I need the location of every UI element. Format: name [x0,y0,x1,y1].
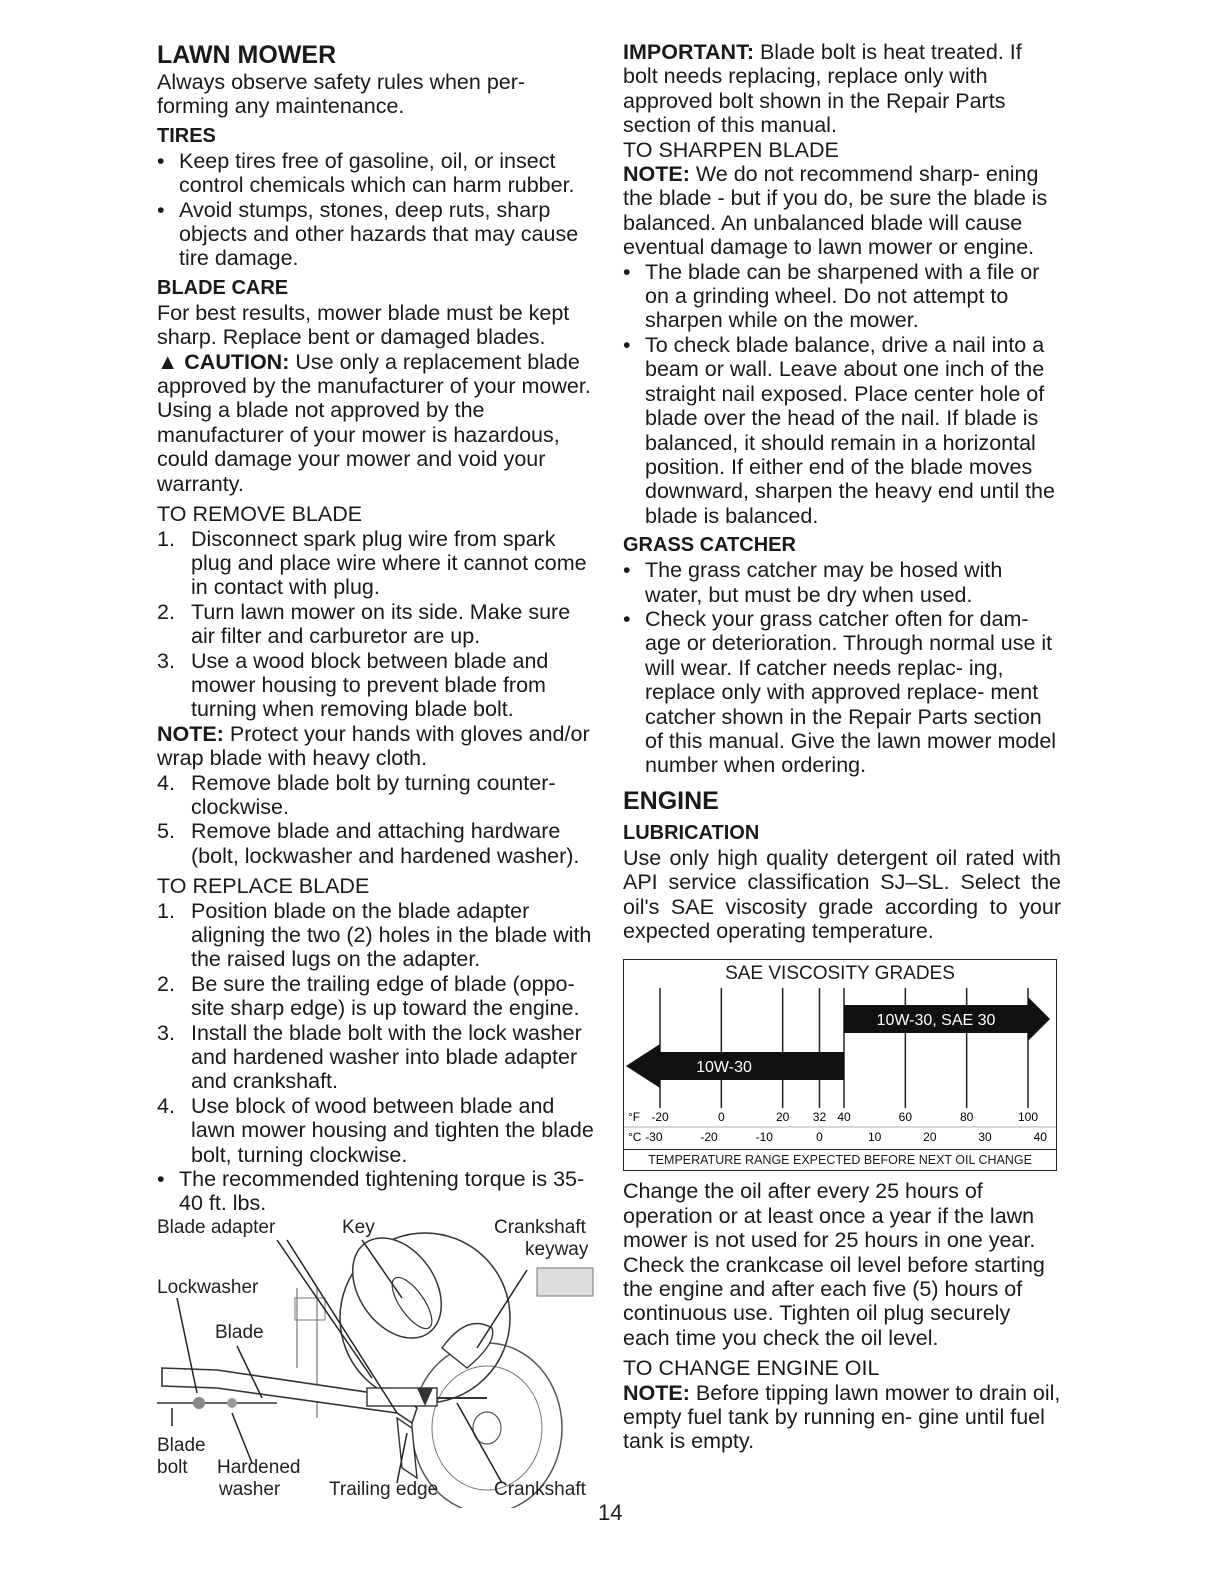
tick-label-f: 60 [898,1110,913,1125]
label-hardened-1: Hardened [217,1456,301,1478]
heading-grass-catcher: GRASS CATCHER [623,534,796,557]
viscosity-plot [624,960,1056,1150]
heading-change-oil: TO CHANGE ENGINE OIL [623,1356,880,1381]
list-item: 3. Install the blade bolt with the lock washer and hardened washer into blade adapter and crankshaft. [157,1020,582,1094]
lubrication-text: Use only high quality detergent oil rated with API service classification SJ–SL. Select the oil's SAE viscosity grade according to your expected operating temperature. [623,845,1061,943]
caution-text: Use only a replacement blade approved by the manufacturer of your mower. Using a blade not approved by the manufacturer of your mower is hazardous, could damage your mower and void your warranty. [157,349,591,496]
section-title-lawn-mower: LAWN MOWER [157,41,337,69]
list-item: • Avoid stumps, stones, deep ruts, sharp objects and other hazards that may cause tire damage. [157,197,579,271]
torque-list [157,1167,595,1216]
label-blade: Blade [215,1321,264,1343]
label-blade-adapter: Blade adapter [157,1216,276,1238]
tick-label-f: 0 [717,1110,725,1125]
list-item: 1. Disconnect spark plug wire from spark plug and place wire where it cannot come in contact with plug. [157,526,587,600]
list-item: 1. Position blade on the blade adapter aligning the two (2) holes in the blade with the raised lugs on the adapter. [157,898,592,972]
heading-lubrication: LUBRICATION [623,821,760,844]
tick-label-c: -20 [700,1130,718,1145]
page-number: 14 [598,1500,623,1525]
tick-label-c: -10 [755,1130,773,1145]
heading-tires: TIRES [157,124,216,147]
list-item: 4. Use block of wood between blade and lawn mower housing and tighten the blade bolt, turning clockwise. [157,1093,594,1167]
grass-list [623,558,1061,778]
heading-remove-blade: TO REMOVE BLADE [157,502,363,527]
remove-steps-b [157,771,595,869]
viscosity-chart [623,959,1057,1171]
tick-label-c: 10 [867,1130,882,1145]
tick-label-f: 20 [775,1110,790,1125]
list-item: 2. Be sure the trailing edge of blade (oppo- site sharp edge) is up toward the engine. [157,971,580,1021]
list-item: 5. Remove blade and attaching hardware (bolt, lockwasher and hardened washer). [157,819,580,868]
celsius-label: °C [628,1130,642,1145]
tick-label-f: 32 [812,1110,827,1125]
heading-sharpen-blade: TO SHARPEN BLADE [623,137,839,162]
heading-replace-blade: TO REPLACE BLADE [157,874,370,899]
left-column [157,40,595,1508]
tick-label-c: 30 [978,1130,992,1145]
list-item: • Check your grass catcher often for dam- age or deterioration. Through normal use it will wear. If catcher needs replac- ing, replace only with approved replace- ment catcher shown in the Repair Parts section of this manual. Give the lawn mower model number when ordering. [623,606,1057,778]
label-lockwasher: Lockwasher [157,1276,259,1298]
change-text-1: Change the oil after every 25 hours of operation or at least once a year if the lawn mower is not used for 25 hours in one year. [623,1179,1036,1253]
series-label: 10W-30 [696,1059,752,1077]
list-item: 3. Use a wood block between blade and mower housing to prevent blade from turning when removing blade bolt. [157,648,549,722]
tick-label-c: 20 [923,1130,937,1145]
chart-footer: TEMPERATURE RANGE EXPECTED BEFORE NEXT OIL CHANGE [624,1149,1056,1170]
list-item: • To check blade balance, drive a nail into a beam or wall. Leave about one inch of the straight nail exposed. Place center hole of blade over the head of the nail. If blade is balanced, it should remain in a horizontal position. If either end of the blade moves downward, sharpen the heavy end until the blade is balanced. [623,332,1055,528]
list-item: • The recommended tightening torque is 35-40 ft. lbs. [157,1167,585,1216]
fahrenheit-label: °F [628,1110,641,1125]
tick-label-f: 100 [1017,1110,1039,1125]
blade-assembly-figure [157,1218,595,1508]
important-paragraph: IMPORTANT: Blade bolt is heat treated. If bolt needs replacing, replace only with approved bolt shown in the Repair Parts section of this manual. [623,40,1022,138]
tick-label-c: 0 [816,1130,823,1145]
tick-label-c: 40 [1033,1130,1047,1145]
list-item: • Keep tires free of gasoline, oil, or insect control chemicals which can harm rubber. [157,148,575,198]
tick-label-c: -30 [645,1130,663,1145]
list-item: 4. Remove blade bolt by turning counter- clockwise. [157,770,556,819]
tick-label-f: 40 [837,1110,851,1125]
caution-label: CAUTION: [184,349,290,374]
label-hardened-2: washer [219,1478,281,1500]
label-crankshaft-keyway-2: keyway [525,1238,589,1260]
tick-label-f: 80 [959,1110,974,1125]
tick-label-f: -20 [651,1110,669,1125]
sharpen-note: NOTE: We do not recommend sharp- ening the blade - but if you do, be sure the blade is balanced. An unbalanced blade will cause eventual damage to lawn mower or engine. [623,162,1048,260]
label-crankshaft-keyway-1: Crankshaft [494,1216,586,1238]
remove-steps-a [157,527,595,722]
caution-paragraph [157,350,595,496]
label-key: Key [342,1216,375,1238]
list-item: 2. Turn lawn mower on its side. Make sure air filter and carburetor are up. [157,599,571,649]
list-item: • The grass catcher may be hosed with water, but must be dry when used. [623,558,1003,607]
change-text-2: Check the crankcase oil level before starting the engine and after each five (5) hours of continuous use. Tighten oil plug securely each time you check the oil level. [623,1252,1045,1350]
list-item: • The blade can be sharpened with a file or on a grinding wheel. Do not attempt to sharpen while on the mower. [623,259,1040,333]
chart-title: SAE VISCOSITY GRADES [725,963,955,985]
remove-note: NOTE: Protect your hands with gloves and/or wrap blade with heavy cloth. [157,721,590,771]
tires-list [157,149,595,271]
section-title-engine: ENGINE [623,786,719,815]
intro-text: Always observe safety rules when per- forming any maintenance. [157,70,526,119]
sharpen-list [623,260,1061,528]
label-crankshaft: Crankshaft [494,1478,586,1500]
label-blade-bolt-1: Blade [157,1434,206,1456]
change-note: NOTE: Before tipping lawn mower to drain oil, empty fuel tank by running en- gine until fuel tank is empty. [623,1380,1061,1454]
series-label: 10W-30, SAE 30 [876,1012,996,1030]
label-trailing-edge: Trailing edge [329,1478,439,1500]
right-column [623,40,1061,1454]
warning-icon: ▲ [157,349,179,374]
label-blade-bolt-2: bolt [157,1456,188,1478]
replace-steps [157,899,595,1167]
blade-care-text: For best results, mower blade must be kept sharp. Replace bent or damaged blades. [157,300,570,350]
heading-blade-care: BLADE CARE [157,276,289,299]
